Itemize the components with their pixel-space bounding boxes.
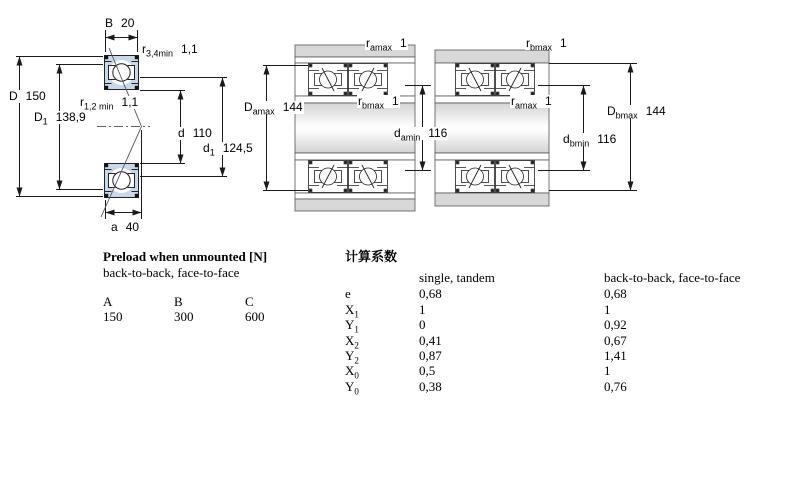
- factor-single-value: 0,41: [419, 332, 442, 348]
- preload-value: 300: [174, 309, 194, 324]
- factors-table-title: 计算系数: [345, 249, 398, 264]
- dim-subscript: amax: [515, 100, 538, 111]
- dim-subscript: bmin: [569, 138, 590, 149]
- dim-subscript: amax: [252, 106, 275, 117]
- factor-label: $X_1$: [345, 301, 359, 320]
- factor-row-Y1: [345, 317, 785, 335]
- dim-value: 116: [428, 126, 448, 140]
- dim-subscript: 1: [42, 116, 48, 127]
- dim-value: 116: [597, 132, 617, 146]
- dim-letter: r: [142, 42, 146, 56]
- preload-value-row: [103, 309, 316, 324]
- factor-label: $Y_0$: [345, 378, 359, 397]
- dim-label-a: [110, 221, 140, 234]
- factors-header-row: [345, 270, 785, 286]
- dim-value: 124,5: [222, 141, 253, 155]
- dim-subscript: bmax: [530, 42, 553, 53]
- factor-single-value: 0,68: [419, 286, 442, 302]
- dimension-B: [106, 30, 138, 52]
- dimension-Dbmax: [549, 64, 637, 191]
- dim-value: 144: [282, 100, 303, 114]
- factor-label: $Y_2$: [345, 347, 359, 366]
- factor-row-X0: [345, 363, 785, 381]
- preload-header-row: [103, 294, 316, 309]
- factor-paired-value: 1,41: [604, 347, 627, 363]
- calculation-factors-table: [345, 249, 785, 397]
- preload-table: [103, 249, 316, 324]
- arrangement-diagram-b: [435, 50, 637, 206]
- dim-letter: d: [178, 126, 185, 140]
- dim-letter: r: [526, 36, 530, 50]
- dim-letter: a: [111, 220, 118, 234]
- dim-letter: d: [203, 141, 210, 155]
- dim-value: 1,1: [121, 95, 139, 109]
- dim-value: 1: [560, 36, 567, 50]
- dim-letter: r: [366, 36, 370, 50]
- dim-label-Dbmax: [606, 104, 667, 121]
- factor-row-X1: [345, 301, 785, 320]
- dim-label-B: [104, 17, 135, 30]
- dim-label-rbmax-right: [525, 36, 568, 53]
- factor-row-e: [345, 286, 785, 301]
- factor-paired-value: 0,92: [604, 317, 627, 333]
- factor-single-value: 0,38: [419, 378, 442, 394]
- preload-col-header: B: [174, 294, 183, 309]
- factor-paired-value: 1: [604, 301, 611, 317]
- dim-value: 138,9: [55, 110, 86, 124]
- dim-label-r34: [141, 42, 199, 59]
- dim-label-ramax-middle: [365, 36, 408, 53]
- dim-letter: r: [80, 95, 84, 109]
- factor-single-value: 0,5: [419, 363, 436, 379]
- dim-letter: D: [9, 89, 18, 103]
- dim-letter: D: [607, 104, 616, 118]
- preload-value: 150: [103, 309, 123, 324]
- dim-label-D: [8, 90, 47, 103]
- factor-label: $Y_1$: [345, 317, 359, 335]
- dim-label-D1: [33, 110, 87, 127]
- dim-label-rbmax-middle: [357, 94, 400, 111]
- bearing-cross-section-top: [105, 56, 139, 90]
- dim-label-ramax-right: [510, 94, 553, 111]
- dim-letter: B: [105, 16, 114, 30]
- preload-table-subtitle: back-to-back, face-to-face: [103, 265, 240, 280]
- dim-subscript: bmax: [615, 110, 638, 121]
- dim-letter: d: [563, 132, 570, 146]
- dim-label-dbmin: [562, 132, 617, 149]
- dimension-D1: [56, 65, 103, 190]
- factor-label: $X_2$: [345, 332, 359, 351]
- factor-label: $X_0$: [345, 363, 359, 381]
- preload-value: 600: [245, 309, 265, 324]
- dim-subscript: 1: [209, 147, 215, 158]
- dim-label-d1: [202, 141, 254, 158]
- preload-table-title: Preload when unmounted [N]: [103, 249, 268, 264]
- dim-value: 20: [121, 16, 135, 30]
- factor-paired-value: 0,76: [604, 378, 627, 394]
- factor-single-value: 0: [419, 317, 426, 333]
- factor-single-value: 1: [419, 301, 426, 317]
- dim-letter: d: [394, 126, 401, 140]
- dim-label-Damax: [243, 100, 304, 117]
- dim-value: 40: [125, 220, 140, 234]
- dim-subscript: 1,2 min: [84, 101, 114, 112]
- factor-paired-value: 1: [604, 363, 611, 379]
- dim-letter: r: [511, 94, 515, 108]
- dim-subscript: 3,4min: [146, 48, 174, 59]
- dim-label-damin: [393, 126, 448, 143]
- factor-label: e: [345, 286, 351, 302]
- dim-value: 1: [392, 94, 399, 108]
- dim-letter: D: [34, 110, 43, 124]
- dim-subscript: amin: [400, 132, 421, 143]
- factor-row-X2: [345, 332, 785, 351]
- dim-value: 150: [25, 89, 46, 103]
- factor-single-value: 0,87: [419, 347, 442, 363]
- preload-col-header: C: [245, 294, 254, 309]
- dim-label-r12: [79, 95, 139, 112]
- bearing-cross-section-bottom: [105, 164, 139, 198]
- dim-subscript: bmax: [362, 100, 385, 111]
- dim-letter: D: [244, 100, 253, 114]
- dim-value: 1,1: [181, 42, 198, 56]
- preload-col-header: A: [103, 294, 113, 309]
- factor-row-Y0: [345, 378, 785, 397]
- dim-value: 1: [545, 94, 552, 108]
- dim-value: 110: [192, 126, 212, 140]
- dim-value: 1: [400, 36, 407, 50]
- factors-col2-header: back-to-back, face-to-face: [604, 270, 741, 286]
- dim-subscript: amax: [370, 42, 393, 53]
- dim-value: 144: [645, 104, 666, 118]
- factors-col1-header: single, tandem: [419, 270, 495, 286]
- dim-label-d: [177, 127, 213, 140]
- factor-paired-value: 0,68: [604, 286, 627, 302]
- factor-paired-value: 0,67: [604, 332, 627, 348]
- factor-row-Y2: [345, 347, 785, 366]
- dim-letter: r: [358, 94, 362, 108]
